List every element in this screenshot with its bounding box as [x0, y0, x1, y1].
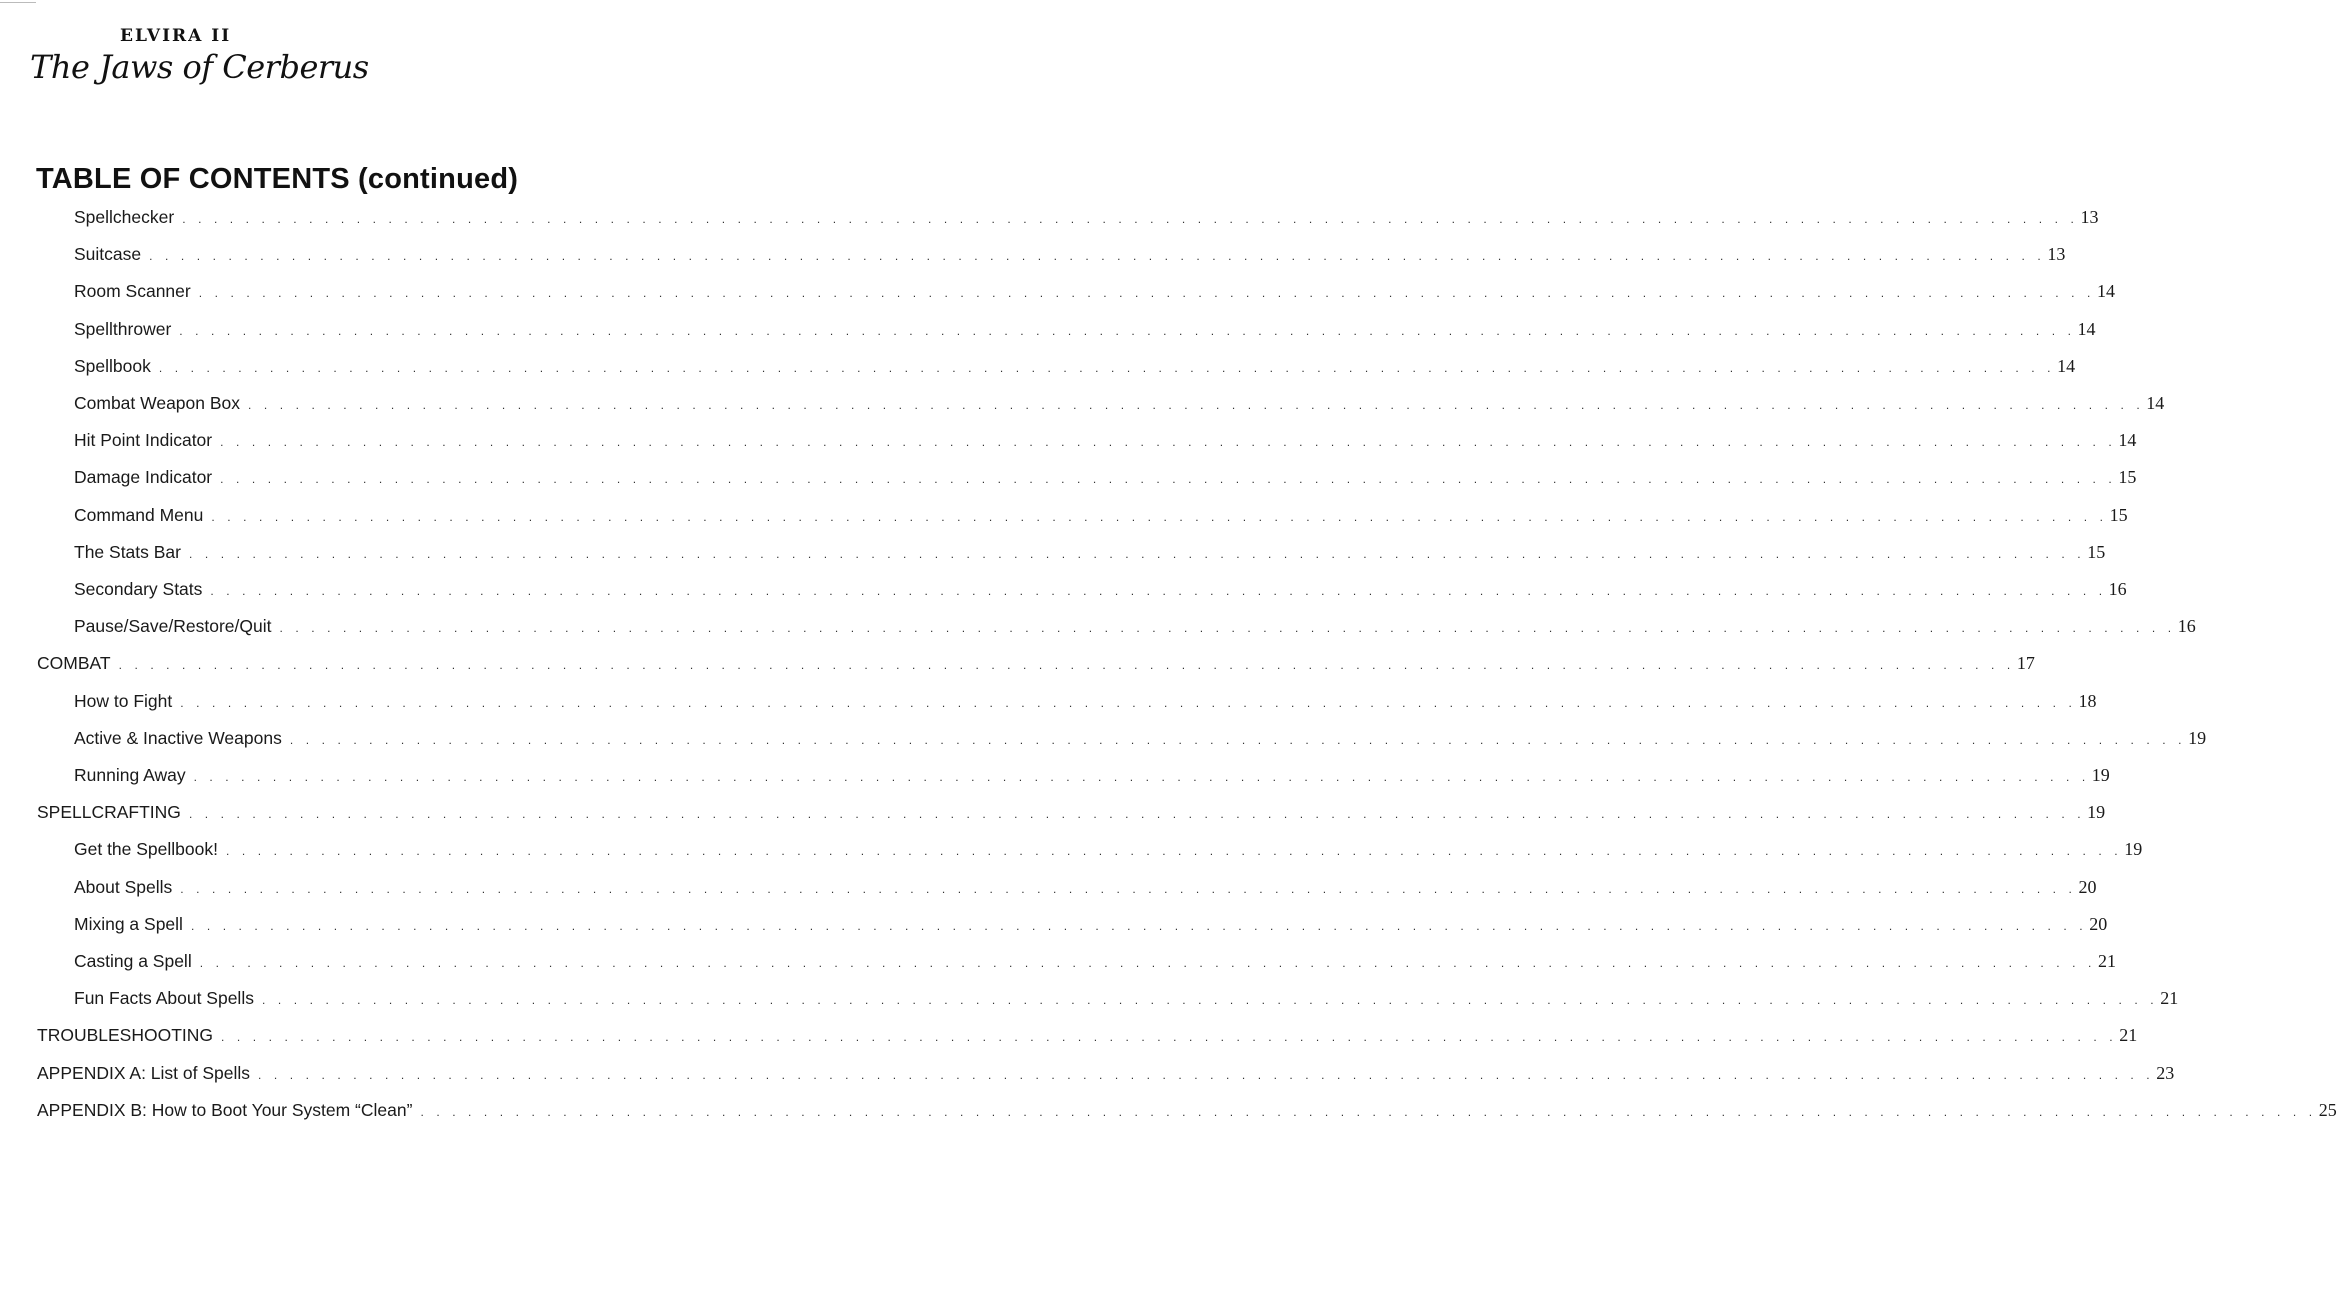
toc-entry [74, 690, 2097, 719]
toc-entry [37, 1062, 2175, 1091]
toc-entry-page: 15 [2109, 504, 2128, 525]
toc-entry-page: 20 [2078, 876, 2097, 897]
toc-leader-dots: . . . . . . . . . . . . . . . . . . . . . . . . . . . . . . . . . . . . . . . . . . . . . . . . . . . . . . . . . . . . . . . . . . . . . . . . . . . . . . . . . . . . . . . . . . . . . . . . . . . . . . . . . . . . . . . . . . . . . . . . [220, 435, 2117, 450]
toc-leader-dots: . . . . . . . . . . . . . . . . . . . . . . . . . . . . . . . . . . . . . . . . . . . . . . . . . . . . . . . . . . . . . . . . . . . . . . . . . . . . . . . . . . . . . . . . . . . . . . . . . . . . . . . . . . . . . . . . . . . . . . . . [180, 881, 2077, 896]
toc-leader-dots: . . . . . . . . . . . . . . . . . . . . . . . . . . . . . . . . . . . . . . . . . . . . . . . . . . . . . . . . . . . . . . . . . . . . . . . . . . . . . . . . . . . . . . . . . . . . . . . . . . . . . . . . . . . . . . . . . . . . . . . . [179, 323, 2076, 338]
toc-leader-dots: . . . . . . . . . . . . . . . . . . . . . . . . . . . . . . . . . . . . . . . . . . . . . . . . . . . . . . . . . . . . . . . . . . . . . . . . . . . . . . . . . . . . . . . . . . . . . . . . . . . . . . . . . . . . . . . . . . . . . . . . [211, 509, 2108, 524]
toc-entry [74, 913, 2108, 942]
scan-edge-mark [0, 2, 36, 3]
toc-entry-page: 13 [2047, 244, 2066, 265]
logo-title: The Jaws of Cerberus [30, 48, 369, 86]
toc-entry [74, 318, 2096, 347]
toc-entry-label: Spellchecker [74, 207, 175, 227]
toc-entry [74, 727, 2207, 756]
toc-entry-label: How to Fight [74, 690, 173, 711]
toc-entry-label: Get the Spellbook! [74, 839, 218, 860]
toc-entry [74, 207, 2099, 235]
toc-entry-label: Hit Point Indicator [74, 430, 213, 451]
toc-entry-label: Fun Facts About Spells [74, 988, 254, 1009]
toc-entry-label: Spellbook [74, 355, 151, 376]
toc-entry-page: 16 [2177, 616, 2196, 637]
toc-leader-dots: . . . . . . . . . . . . . . . . . . . . . . . . . . . . . . . . . . . . . . . . . . . . . . . . . . . . . . . . . . . . . . . . . . . . . . . . . . . . . . . . . . . . . . . . . . . . . . . . . . . . . . . . . . . . . . . . . . . . . . . . [289, 732, 2187, 747]
toc-entry-page: 23 [2156, 1062, 2175, 1083]
toc-leader-dots: . . . . . . . . . . . . . . . . . . . . . . . . . . . . . . . . . . . . . . . . . . . . . . . . . . . . . . . . . . . . . . . . . . . . . . . . . . . . . . . . . . . . . . . . . . . . . . . . . . . . . . . . . . . . . . . . . . . . . . . . [180, 695, 2077, 710]
toc-entry-page: 21 [2119, 1025, 2138, 1046]
toc-entry-page: 13 [2080, 207, 2099, 227]
toc-entry [74, 467, 2137, 495]
toc-entry-page: 25 [2318, 1099, 2337, 1120]
toc-entry-label: SPELLCRAFTING [37, 802, 181, 823]
toc-entry-label: Casting a Spell [74, 951, 192, 971]
toc-entry [74, 244, 2066, 272]
toc-entry-label: Active & Inactive Weapons [74, 727, 282, 748]
toc-leader-dots: . . . . . . . . . . . . . . . . . . . . . . . . . . . . . . . . . . . . . . . . . . . . . . . . . . . . . . . . . . . . . . . . . . . . . . . . . . . . . . . . . . . . . . . . . . . . . . . . . . . . . . . . . . . . . . . . . . . . . . . . [199, 956, 2096, 970]
toc-leader-dots: . . . . . . . . . . . . . . . . . . . . . . . . . . . . . . . . . . . . . . . . . . . . . . . . . . . . . . . . . . . . . . . . . . . . . . . . . . . . . . . . . . . . . . . . . . . . . . . . . . . . . . . . . . . . . . . . . . . . . . . . [261, 993, 2159, 1008]
toc-entry-page: 15 [2087, 541, 2106, 562]
toc-entry [37, 653, 2035, 681]
toc-leader-dots: . . . . . . . . . . . . . . . . . . . . . . . . . . . . . . . . . . . . . . . . . . . . . . . . . . . . . . . . . . . . . . . . . . . . . . . . . . . . . . . . . . . . . . . . . . . . . . . . . . . . . . . . . . . . . . . . . . . . . . . . [420, 1104, 2317, 1119]
toc-entry-page: 17 [2016, 653, 2035, 674]
toc-entry [37, 1099, 2337, 1128]
toc-entry-page: 19 [2091, 765, 2110, 785]
toc-entry-page: 20 [2089, 913, 2108, 934]
toc-entry-label: About Spells [74, 876, 173, 897]
game-logo [30, 26, 369, 98]
toc-leader-dots: . . . . . . . . . . . . . . . . . . . . . . . . . . . . . . . . . . . . . . . . . . . . . . . . . . . . . . . . . . . . . . . . . . . . . . . . . . . . . . . . . . . . . . . . . . . . . . . . . . . . . . . . . . . . . . . . . . . . . . . . [182, 212, 2079, 226]
toc-entry [74, 430, 2137, 458]
toc-entry [74, 541, 2106, 570]
toc-entry [74, 876, 2097, 905]
toc-leader-dots: . . . . . . . . . . . . . . . . . . . . . . . . . . . . . . . . . . . . . . . . . . . . . . . . . . . . . . . . . . . . . . . . . . . . . . . . . . . . . . . . . . . . . . . . . . . . . . . . . . . . . . . . . . . . . . . . . . . . . . . . [118, 658, 2015, 673]
toc-leader-dots: . . . . . . . . . . . . . . . . . . . . . . . . . . . . . . . . . . . . . . . . . . . . . . . . . . . . . . . . . . . . . . . . . . . . . . . . . . . . . . . . . . . . . . . . . . . . . . . . . . . . . . . . . . . . . . . . . . . . . . . . [193, 770, 2090, 784]
toc-entry-page: 14 [2146, 393, 2165, 413]
toc-entry-label: APPENDIX B: How to Boot Your System “Clean” [37, 1099, 413, 1120]
toc-entry-page: 14 [2118, 430, 2137, 451]
toc-entry-page: 14 [2057, 355, 2076, 376]
toc-entry-page: 16 [2108, 579, 2127, 599]
toc-entry [37, 802, 2106, 830]
toc-leader-dots: . . . . . . . . . . . . . . . . . . . . . . . . . . . . . . . . . . . . . . . . . . . . . . . . . . . . . . . . . . . . . . . . . . . . . . . . . . . . . . . . . . . . . . . . . . . . . . . . . . . . . . . . . . . . . . . . . . . . . . . . [248, 398, 2145, 412]
toc-entry-page: 21 [2097, 951, 2116, 971]
toc-entry [74, 839, 2143, 867]
toc-entry [37, 1025, 2138, 1053]
toc-entry-page: 21 [2160, 988, 2179, 1009]
toc-entry [74, 281, 2115, 309]
toc-entry-label: Room Scanner [74, 281, 191, 302]
toc-entry-label: COMBAT [37, 653, 111, 674]
toc-entry-label: Spellthrower [74, 318, 172, 339]
toc-leader-dots: . . . . . . . . . . . . . . . . . . . . . . . . . . . . . . . . . . . . . . . . . . . . . . . . . . . . . . . . . . . . . . . . . . . . . . . . . . . . . . . . . . . . . . . . . . . . . . . . . . . . . . . . . . . . . . . . . . . . . . . . [158, 360, 2056, 375]
toc-entry-page: 14 [2077, 318, 2096, 339]
toc-entry-label: Secondary Stats [74, 579, 203, 599]
toc-entry-label: Suitcase [74, 244, 142, 265]
toc-entry-page: 19 [2124, 839, 2143, 860]
toc-entry-label: Pause/Save/Restore/Quit [74, 616, 272, 637]
toc-leader-dots: . . . . . . . . . . . . . . . . . . . . . . . . . . . . . . . . . . . . . . . . . . . . . . . . . . . . . . . . . . . . . . . . . . . . . . . . . . . . . . . . . . . . . . . . . . . . . . . . . . . . . . . . . . . . . . . . . . . . . . . . [221, 1030, 2118, 1045]
toc-entry-page: 19 [2087, 802, 2106, 823]
toc-entry [74, 988, 2179, 1016]
toc-entry-page: 18 [2078, 690, 2097, 711]
toc-leader-dots: . . . . . . . . . . . . . . . . . . . . . . . . . . . . . . . . . . . . . . . . . . . . . . . . . . . . . . . . . . . . . . . . . . . . . . . . . . . . . . . . . . . . . . . . . . . . . . . . . . . . . . . . . . . . . . . . . . . . . . . . [225, 844, 2123, 859]
toc-entry-page: 19 [2188, 727, 2207, 748]
toc-entry-label: Running Away [74, 765, 186, 785]
toc-leader-dots: . . . . . . . . . . . . . . . . . . . . . . . . . . . . . . . . . . . . . . . . . . . . . . . . . . . . . . . . . . . . . . . . . . . . . . . . . . . . . . . . . . . . . . . . . . . . . . . . . . . . . . . . . . . . . . . . . . . . . . . . [258, 1067, 2155, 1082]
toc-entry-label: Mixing a Spell [74, 913, 183, 934]
toc-entry-label: The Stats Bar [74, 541, 181, 562]
page-title: TABLE OF CONTENTS (continued) [36, 163, 519, 195]
toc-entry [74, 355, 2076, 384]
toc-leader-dots: . . . . . . . . . . . . . . . . . . . . . . . . . . . . . . . . . . . . . . . . . . . . . . . . . . . . . . . . . . . . . . . . . . . . . . . . . . . . . . . . . . . . . . . . . . . . . . . . . . . . . . . . . . . . . . . . . . . . . . . . [210, 584, 2107, 598]
toc-entry-page: 14 [2096, 281, 2115, 302]
logo-supertitle: ELVIRA II [120, 26, 232, 46]
toc-entry-label: APPENDIX A: List of Spells [37, 1062, 251, 1083]
toc-entry-label: Combat Weapon Box [74, 393, 241, 413]
toc-entry-label: TROUBLESHOOTING [37, 1025, 213, 1046]
toc-leader-dots: . . . . . . . . . . . . . . . . . . . . . . . . . . . . . . . . . . . . . . . . . . . . . . . . . . . . . . . . . . . . . . . . . . . . . . . . . . . . . . . . . . . . . . . . . . . . . . . . . . . . . . . . . . . . . . . . . . . . . . . . [149, 249, 2046, 264]
toc-entry [74, 616, 2196, 644]
toc-leader-dots: . . . . . . . . . . . . . . . . . . . . . . . . . . . . . . . . . . . . . . . . . . . . . . . . . . . . . . . . . . . . . . . . . . . . . . . . . . . . . . . . . . . . . . . . . . . . . . . . . . . . . . . . . . . . . . . . . . . . . . . . [220, 472, 2117, 487]
toc-entry [74, 393, 2165, 421]
toc-leader-dots: . . . . . . . . . . . . . . . . . . . . . . . . . . . . . . . . . . . . . . . . . . . . . . . . . . . . . . . . . . . . . . . . . . . . . . . . . . . . . . . . . . . . . . . . . . . . . . . . . . . . . . . . . . . . . . . . . . . . . . . . [190, 918, 2088, 933]
toc-entry [74, 765, 2110, 793]
toc-entry [74, 579, 2127, 607]
toc-leader-dots: . . . . . . . . . . . . . . . . . . . . . . . . . . . . . . . . . . . . . . . . . . . . . . . . . . . . . . . . . . . . . . . . . . . . . . . . . . . . . . . . . . . . . . . . . . . . . . . . . . . . . . . . . . . . . . . . . . . . . . . . [188, 807, 2086, 822]
toc-entry-page: 15 [2118, 467, 2137, 488]
toc-leader-dots: . . . . . . . . . . . . . . . . . . . . . . . . . . . . . . . . . . . . . . . . . . . . . . . . . . . . . . . . . . . . . . . . . . . . . . . . . . . . . . . . . . . . . . . . . . . . . . . . . . . . . . . . . . . . . . . . . . . . . . . . [279, 621, 2176, 636]
toc-entry-label: Command Menu [74, 504, 204, 525]
toc-leader-dots: . . . . . . . . . . . . . . . . . . . . . . . . . . . . . . . . . . . . . . . . . . . . . . . . . . . . . . . . . . . . . . . . . . . . . . . . . . . . . . . . . . . . . . . . . . . . . . . . . . . . . . . . . . . . . . . . . . . . . . . . [198, 286, 2095, 301]
toc-leader-dots: . . . . . . . . . . . . . . . . . . . . . . . . . . . . . . . . . . . . . . . . . . . . . . . . . . . . . . . . . . . . . . . . . . . . . . . . . . . . . . . . . . . . . . . . . . . . . . . . . . . . . . . . . . . . . . . . . . . . . . . . [189, 546, 2086, 561]
toc-entry [74, 504, 2128, 533]
toc-entry [74, 951, 2116, 979]
toc-entry-label: Damage Indicator [74, 467, 213, 488]
